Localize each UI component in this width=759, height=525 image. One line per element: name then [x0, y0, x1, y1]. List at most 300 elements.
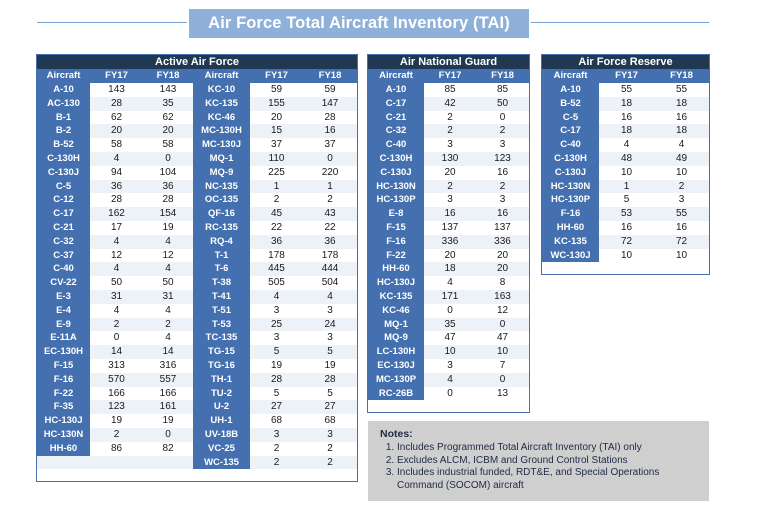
aircraft-cell: T-53: [193, 318, 250, 332]
value-cell: 3: [303, 331, 357, 345]
value-cell: 12: [143, 249, 193, 263]
value-cell: 50: [143, 276, 193, 290]
aircraft-cell: KC-135: [368, 290, 424, 304]
aircraft-cell: F-35: [37, 400, 90, 414]
value-cell: 20: [90, 124, 143, 138]
aircraft-cell: KC-10: [193, 83, 250, 97]
aircraft-cell: HC-130N: [542, 180, 599, 194]
value-cell: 225: [250, 166, 303, 180]
aircraft-cell: C-17: [37, 207, 90, 221]
column-header: FY17: [250, 69, 303, 83]
value-cell: 143: [143, 83, 193, 97]
aircraft-cell: F-16: [368, 235, 424, 249]
aircraft-cell: C-40: [37, 262, 90, 276]
value-cell: 444: [303, 262, 357, 276]
table-row: [37, 331, 357, 345]
table-row: [368, 180, 529, 194]
value-cell: 31: [90, 290, 143, 304]
table-row: [37, 304, 357, 318]
value-cell: 22: [303, 221, 357, 235]
value-cell: 2: [250, 442, 303, 456]
value-cell: 336: [424, 235, 476, 249]
value-cell: 2: [424, 124, 476, 138]
active-air-force-table: [37, 55, 357, 469]
aircraft-cell: C-40: [542, 138, 599, 152]
value-cell: 2: [250, 193, 303, 207]
value-cell: 570: [90, 373, 143, 387]
column-header: FY17: [599, 69, 654, 83]
value-cell: 4: [599, 138, 654, 152]
table-row: [542, 221, 709, 235]
value-cell: 2: [303, 442, 357, 456]
aircraft-cell: B-2: [37, 124, 90, 138]
value-cell: 16: [476, 207, 529, 221]
aircraft-cell: C-32: [37, 235, 90, 249]
aircraft-cell: E-8: [368, 207, 424, 221]
table-row: [37, 180, 357, 194]
aircraft-cell: F-16: [37, 373, 90, 387]
aircraft-cell: RQ-4: [193, 235, 250, 249]
aircraft-cell: C-12: [37, 193, 90, 207]
table-row: [368, 304, 529, 318]
value-cell: 445: [250, 262, 303, 276]
value-cell: 82: [143, 442, 193, 456]
note-item: 1. Includes Programmed Total Aircraft Inventory (TAI) only: [397, 442, 699, 455]
aircraft-cell: HH-60: [542, 221, 599, 235]
value-cell: 59: [250, 83, 303, 97]
aircraft-cell: HC-130N: [368, 180, 424, 194]
aircraft-cell: HH-60: [37, 442, 90, 456]
aircraft-cell: TH-1: [193, 373, 250, 387]
aircraft-cell: MC-130H: [193, 124, 250, 138]
value-cell: 4: [424, 276, 476, 290]
value-cell: 0: [476, 318, 529, 332]
aircraft-cell: E-3: [37, 290, 90, 304]
value-cell: 2: [476, 124, 529, 138]
value-cell: 2: [143, 318, 193, 332]
table-row: [37, 290, 357, 304]
title-rule-left: [37, 22, 187, 23]
aircraft-cell: CV-22: [37, 276, 90, 290]
value-cell: 137: [424, 221, 476, 235]
value-cell: 36: [90, 180, 143, 194]
aircraft-cell: C-40: [368, 138, 424, 152]
value-cell: 45: [250, 207, 303, 221]
notes-title: Notes:: [380, 428, 413, 440]
air-force-reserve-table: [542, 55, 709, 262]
value-cell: [143, 456, 193, 470]
value-cell: 4: [250, 290, 303, 304]
aircraft-cell: TG-15: [193, 345, 250, 359]
value-cell: 147: [303, 97, 357, 111]
aircraft-cell: C-130H: [37, 152, 90, 166]
table-title: Active Air Force: [37, 55, 357, 69]
value-cell: 2: [654, 180, 709, 194]
value-cell: 48: [599, 152, 654, 166]
column-header: FY18: [654, 69, 709, 83]
value-cell: 35: [143, 97, 193, 111]
table-row: [37, 373, 357, 387]
value-cell: 4: [424, 373, 476, 387]
value-cell: 3: [250, 304, 303, 318]
table-row: [37, 387, 357, 401]
value-cell: 504: [303, 276, 357, 290]
value-cell: 94: [90, 166, 143, 180]
table-row: [368, 166, 529, 180]
aircraft-cell: UH-1: [193, 414, 250, 428]
aircraft-cell: QF-16: [193, 207, 250, 221]
value-cell: 3: [250, 331, 303, 345]
value-cell: 16: [654, 221, 709, 235]
aircraft-cell: C-32: [368, 124, 424, 138]
aircraft-cell: A-10: [368, 83, 424, 97]
value-cell: 53: [599, 207, 654, 221]
value-cell: 55: [599, 83, 654, 97]
value-cell: 0: [143, 428, 193, 442]
table-row: [368, 359, 529, 373]
table-row: [368, 193, 529, 207]
aircraft-cell: C-130J: [37, 166, 90, 180]
table-row: [368, 331, 529, 345]
aircraft-cell: B-52: [37, 138, 90, 152]
value-cell: 16: [599, 111, 654, 125]
value-cell: 43: [303, 207, 357, 221]
aircraft-cell: NC-135: [193, 180, 250, 194]
table-row: [37, 221, 357, 235]
value-cell: 2: [250, 456, 303, 470]
aircraft-cell: B-1: [37, 111, 90, 125]
aircraft-cell: C-17: [542, 124, 599, 138]
value-cell: 86: [90, 442, 143, 456]
aircraft-cell: HC-130J: [37, 414, 90, 428]
table-row: [542, 180, 709, 194]
value-cell: 4: [143, 235, 193, 249]
value-cell: 47: [424, 331, 476, 345]
value-cell: 4: [654, 138, 709, 152]
table-row: [542, 207, 709, 221]
aircraft-cell: MQ-9: [193, 166, 250, 180]
value-cell: 10: [654, 249, 709, 263]
value-cell: 162: [90, 207, 143, 221]
table-row: [37, 456, 357, 470]
value-cell: 2: [90, 428, 143, 442]
aircraft-cell: C-17: [368, 97, 424, 111]
value-cell: 36: [143, 180, 193, 194]
value-cell: 123: [90, 400, 143, 414]
value-cell: 3: [476, 193, 529, 207]
note-item: 2. Excludes ALCM, ICBM and Ground Control Stations: [397, 455, 699, 468]
aircraft-cell: WC-130J: [542, 249, 599, 263]
aircraft-cell: C-21: [37, 221, 90, 235]
table-title: Air National Guard: [368, 55, 529, 69]
value-cell: 18: [599, 97, 654, 111]
notes-list: [380, 442, 699, 492]
column-header: FY18: [303, 69, 357, 83]
table-row: [37, 276, 357, 290]
table-row: [368, 138, 529, 152]
value-cell: 28: [143, 193, 193, 207]
value-cell: 16: [476, 166, 529, 180]
value-cell: 37: [250, 138, 303, 152]
value-cell: 5: [250, 345, 303, 359]
table-row: [37, 428, 357, 442]
aircraft-cell: T-41: [193, 290, 250, 304]
aircraft-cell: T-6: [193, 262, 250, 276]
value-cell: 85: [476, 83, 529, 97]
table-row: [368, 373, 529, 387]
value-cell: 166: [143, 387, 193, 401]
table-row: [37, 400, 357, 414]
value-cell: 15: [250, 124, 303, 138]
value-cell: 161: [143, 400, 193, 414]
value-cell: 18: [654, 97, 709, 111]
value-cell: 12: [90, 249, 143, 263]
value-cell: 49: [654, 152, 709, 166]
value-cell: 72: [599, 235, 654, 249]
value-cell: 166: [90, 387, 143, 401]
aircraft-cell: UV-18B: [193, 428, 250, 442]
value-cell: 178: [303, 249, 357, 263]
table-row: [37, 124, 357, 138]
note-item: 3. Includes industrial funded, RDT&E, and Special Operations Command (SOCOM) aircraft: [397, 467, 699, 492]
aircraft-cell: C-5: [37, 180, 90, 194]
aircraft-cell: E-4: [37, 304, 90, 318]
column-header: FY17: [90, 69, 143, 83]
table-row: [37, 442, 357, 456]
aircraft-cell: TU-2: [193, 387, 250, 401]
aircraft-cell: [37, 456, 90, 470]
value-cell: 557: [143, 373, 193, 387]
value-cell: 36: [303, 235, 357, 249]
table-row: [37, 83, 357, 97]
table-row: [368, 276, 529, 290]
value-cell: 27: [250, 400, 303, 414]
value-cell: 137: [476, 221, 529, 235]
aircraft-cell: C-130H: [542, 152, 599, 166]
aircraft-cell: MC-130J: [193, 138, 250, 152]
value-cell: 0: [476, 373, 529, 387]
value-cell: 336: [476, 235, 529, 249]
value-cell: 4: [90, 152, 143, 166]
value-cell: 1: [250, 180, 303, 194]
value-cell: 31: [143, 290, 193, 304]
aircraft-cell: A-10: [37, 83, 90, 97]
value-cell: 7: [476, 359, 529, 373]
value-cell: 5: [303, 387, 357, 401]
value-cell: 18: [424, 262, 476, 276]
aircraft-cell: VC-25: [193, 442, 250, 456]
aircraft-cell: EC-130H: [37, 345, 90, 359]
value-cell: 8: [476, 276, 529, 290]
table-row: [368, 111, 529, 125]
table-row: [37, 152, 357, 166]
value-cell: 28: [90, 97, 143, 111]
value-cell: 35: [424, 318, 476, 332]
value-cell: 13: [476, 387, 529, 401]
value-cell: 0: [476, 111, 529, 125]
column-header: Aircraft: [193, 69, 250, 83]
value-cell: 10: [599, 249, 654, 263]
table-row: [542, 193, 709, 207]
aircraft-cell: LC-130H: [368, 345, 424, 359]
value-cell: 50: [90, 276, 143, 290]
value-cell: 178: [250, 249, 303, 263]
table-row: [542, 83, 709, 97]
value-cell: 0: [424, 387, 476, 401]
value-cell: 2: [90, 318, 143, 332]
value-cell: 0: [303, 152, 357, 166]
value-cell: 20: [250, 111, 303, 125]
value-cell: 110: [250, 152, 303, 166]
aircraft-cell: HC-130N: [37, 428, 90, 442]
table-row: [37, 138, 357, 152]
value-cell: 3: [303, 428, 357, 442]
value-cell: 16: [599, 221, 654, 235]
aircraft-cell: C-5: [542, 111, 599, 125]
value-cell: 5: [599, 193, 654, 207]
value-cell: 58: [143, 138, 193, 152]
value-cell: 163: [476, 290, 529, 304]
title-rule-right: [531, 22, 709, 23]
value-cell: 68: [250, 414, 303, 428]
table-row: [542, 249, 709, 263]
column-header: FY18: [476, 69, 529, 83]
value-cell: 3: [424, 359, 476, 373]
column-header: FY17: [424, 69, 476, 83]
aircraft-cell: KC-135: [542, 235, 599, 249]
value-cell: 316: [143, 359, 193, 373]
aircraft-cell: C-130H: [368, 152, 424, 166]
value-cell: 155: [250, 97, 303, 111]
value-cell: 14: [90, 345, 143, 359]
aircraft-cell: MQ-1: [368, 318, 424, 332]
value-cell: 25: [250, 318, 303, 332]
aircraft-cell: HC-130P: [368, 193, 424, 207]
value-cell: 47: [476, 331, 529, 345]
table-row: [37, 262, 357, 276]
value-cell: 2: [424, 111, 476, 125]
value-cell: 19: [250, 359, 303, 373]
value-cell: 22: [250, 221, 303, 235]
value-cell: 5: [303, 345, 357, 359]
aircraft-cell: F-15: [368, 221, 424, 235]
value-cell: 4: [303, 290, 357, 304]
aircraft-cell: T-38: [193, 276, 250, 290]
notes-box: [368, 421, 709, 501]
value-cell: 19: [143, 414, 193, 428]
column-header: Aircraft: [37, 69, 90, 83]
aircraft-cell: C-130J: [542, 166, 599, 180]
value-cell: 3: [303, 304, 357, 318]
value-cell: 20: [476, 249, 529, 263]
value-cell: 4: [90, 304, 143, 318]
table-row: [542, 138, 709, 152]
table-row: [368, 97, 529, 111]
value-cell: 0: [143, 152, 193, 166]
value-cell: 55: [654, 207, 709, 221]
table-row: [368, 249, 529, 263]
value-cell: 10: [654, 166, 709, 180]
value-cell: 3: [654, 193, 709, 207]
value-cell: 20: [424, 166, 476, 180]
table-row: [368, 124, 529, 138]
table-row: [37, 193, 357, 207]
table-row: [542, 111, 709, 125]
table-row: [368, 387, 529, 401]
value-cell: 19: [90, 414, 143, 428]
value-cell: 2: [303, 456, 357, 470]
aircraft-cell: KC-46: [193, 111, 250, 125]
value-cell: 36: [250, 235, 303, 249]
value-cell: 104: [143, 166, 193, 180]
value-cell: 58: [90, 138, 143, 152]
table-row: [542, 235, 709, 249]
table-row: [542, 166, 709, 180]
value-cell: 123: [476, 152, 529, 166]
value-cell: 72: [654, 235, 709, 249]
aircraft-cell: B-52: [542, 97, 599, 111]
value-cell: 20: [476, 262, 529, 276]
value-cell: 17: [90, 221, 143, 235]
value-cell: 12: [476, 304, 529, 318]
aircraft-cell: KC-135: [193, 97, 250, 111]
value-cell: 19: [143, 221, 193, 235]
table-row: [368, 207, 529, 221]
value-cell: 10: [599, 166, 654, 180]
aircraft-cell: KC-46: [368, 304, 424, 318]
value-cell: 62: [143, 111, 193, 125]
value-cell: 59: [303, 83, 357, 97]
value-cell: 4: [90, 235, 143, 249]
value-cell: 68: [303, 414, 357, 428]
aircraft-cell: RC-135: [193, 221, 250, 235]
value-cell: 2: [303, 193, 357, 207]
value-cell: 28: [250, 373, 303, 387]
value-cell: 18: [654, 124, 709, 138]
aircraft-cell: T-1: [193, 249, 250, 263]
table-row: [542, 124, 709, 138]
value-cell: 5: [250, 387, 303, 401]
table-title: Air Force Reserve: [542, 55, 709, 69]
aircraft-cell: OC-135: [193, 193, 250, 207]
aircraft-cell: C-37: [37, 249, 90, 263]
aircraft-cell: MQ-9: [368, 331, 424, 345]
aircraft-cell: F-15: [37, 359, 90, 373]
column-header: Aircraft: [368, 69, 424, 83]
aircraft-cell: HC-130P: [542, 193, 599, 207]
page-title: Air Force Total Aircraft Inventory (TAI): [189, 9, 529, 38]
table-row: [37, 359, 357, 373]
value-cell: 4: [143, 331, 193, 345]
aircraft-cell: A-10: [542, 83, 599, 97]
table-row: [368, 152, 529, 166]
aircraft-cell: MC-130P: [368, 373, 424, 387]
value-cell: 20: [424, 249, 476, 263]
aircraft-cell: TG-16: [193, 359, 250, 373]
value-cell: 4: [90, 262, 143, 276]
air-national-guard-table: [368, 55, 529, 400]
table-row: [37, 207, 357, 221]
value-cell: 42: [424, 97, 476, 111]
aircraft-cell: E-11A: [37, 331, 90, 345]
table-row: [37, 345, 357, 359]
aircraft-cell: WC-135: [193, 456, 250, 470]
value-cell: 171: [424, 290, 476, 304]
value-cell: 0: [90, 331, 143, 345]
table-row: [37, 166, 357, 180]
value-cell: 16: [303, 124, 357, 138]
aircraft-cell: T-51: [193, 304, 250, 318]
